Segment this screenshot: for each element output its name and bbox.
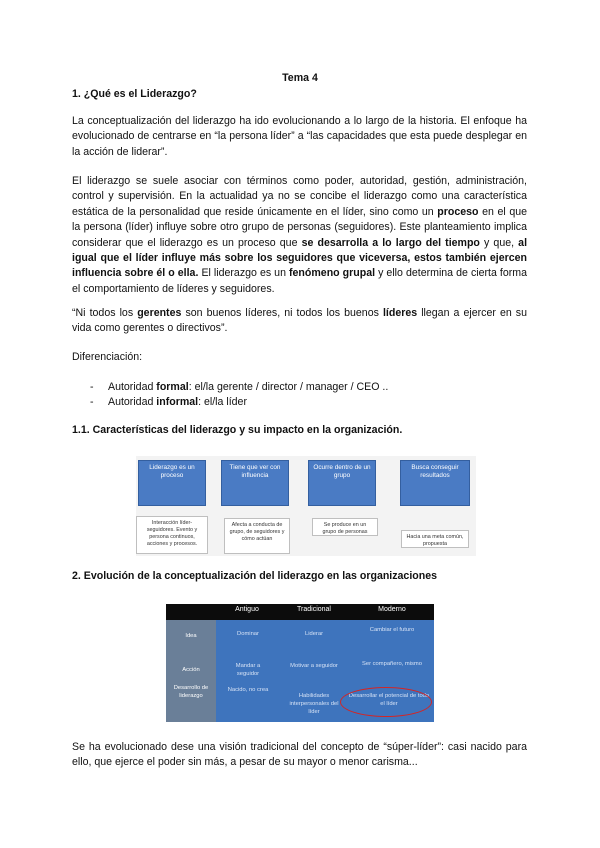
text: en el que la persona (líder) influye sobre otro grupo de personas (seguidores). Este planteamiento implica considerar que el liderazgo es un proceso que bbox=[72, 205, 527, 249]
paragraph-intro: La conceptualización del liderazgo ha ido evolucionando a lo largo de la historia. El enfoque ha evolucionado de centrarse en “la persona líder” a “las capacidades que esta puede desplegar en la acción de liderar”. bbox=[72, 115, 527, 158]
list-bullet: - bbox=[90, 396, 94, 408]
text: El liderazgo se suele asociar con términos como poder, autoridad, gestión, administración, control y supervisión. En la actualidad ya no se concibe el liderazgo como una característica estática de la personalidad que reside únicamente en el líder, sino como un bbox=[72, 175, 527, 218]
list-bullet: - bbox=[90, 381, 94, 393]
note-resultados: Hacia una meta común, propuesta bbox=[401, 530, 469, 548]
table-cell: Motivar a seguidor bbox=[290, 663, 338, 669]
bold-text: informal bbox=[156, 396, 199, 408]
highlight-oval bbox=[340, 687, 432, 717]
list-item bbox=[90, 396, 247, 408]
note-grupo: Se produce en un grupo de personas bbox=[312, 518, 378, 536]
text: Autoridad bbox=[108, 396, 157, 408]
row-label-accion: Acción bbox=[182, 667, 200, 673]
table-cell: Liderar bbox=[304, 631, 324, 637]
table-cell: Desarrollar el potencial de todo el líder bbox=[348, 693, 430, 707]
header-tradicional: Tradicional bbox=[297, 606, 331, 613]
card-resultados: Busca conseguir resultados bbox=[400, 460, 470, 506]
table-cell: Ser compañero, mismo bbox=[362, 661, 422, 667]
card-grupo: Ocurre dentro de un grupo bbox=[308, 460, 376, 506]
text: son buenos líderes, ni todos los buenos bbox=[181, 307, 383, 319]
table-header bbox=[166, 604, 434, 620]
bold-text: se desarrolla a lo largo del tiempo bbox=[301, 236, 480, 249]
heading-que-es-liderazgo: 1. ¿Qué es el Liderazgo? bbox=[72, 88, 197, 100]
bold-text: fenómeno grupal bbox=[289, 267, 376, 280]
text: El liderazgo es un bbox=[198, 267, 290, 280]
note-proceso: Interacción líder-seguidores. Evento y persona continuos, acciones y procesos. bbox=[136, 516, 208, 554]
text: y ello determina de cierta forma el comportamiento de líderes y seguidores. bbox=[72, 267, 527, 295]
card-influencia: Tiene que ver con influencia bbox=[221, 460, 289, 506]
bold-text: proceso bbox=[437, 205, 479, 218]
text: Autoridad bbox=[108, 381, 157, 393]
card-proceso: Liderazgo es un proceso bbox=[138, 460, 206, 506]
heading-evolucion: 2. Evolución de la conceptualización del liderazgo en las organizaciones bbox=[72, 570, 437, 582]
paragraph-quote bbox=[72, 306, 527, 337]
text: : el/la gerente / director / manager / CEO .. bbox=[188, 381, 389, 393]
text: “Ni todos los bbox=[72, 307, 138, 319]
list-item bbox=[90, 381, 388, 393]
label-diferenciacion: Diferenciación: bbox=[72, 351, 143, 363]
header-moderno: Moderno bbox=[378, 606, 406, 613]
bold-text: gerentes bbox=[137, 307, 182, 319]
table-cell: Nacido, no crea bbox=[227, 687, 269, 693]
bold-text: líderes bbox=[382, 307, 418, 319]
page-title: Tema 4 bbox=[282, 72, 318, 84]
bold-text: al igual que el líder influye más sobre los seguidores que viceversa, estos también ejercen influencia sobre él o ella. bbox=[72, 236, 528, 280]
table-cell: Cambiar el futuro bbox=[369, 627, 415, 633]
table-cell: Dominar bbox=[237, 631, 259, 637]
bold-text: formal bbox=[156, 381, 189, 393]
row-label-desarrollo: Desarrollo de liderazgo bbox=[173, 685, 209, 699]
text: llegan a ejercer en su vida como gerentes o directivos”. bbox=[72, 307, 527, 335]
table-cell: Mandar a seguidor bbox=[235, 663, 261, 677]
heading-caracteristicas: 1.1. Características del liderazgo y su impacto en la organización. bbox=[72, 424, 403, 436]
table-cell: Habilidades interpersonales del líder bbox=[289, 693, 339, 715]
row-label-idea: Idea bbox=[185, 633, 197, 639]
paragraph-conclusion: Se ha evolucionado dese una visión tradicional del concepto de “súper-líder”: casi nacido para ello, que ejerce el poder sin más, a pesar de su mayor o menor carisma... bbox=[72, 741, 527, 769]
text: y que, bbox=[479, 236, 519, 249]
text: : el/la líder bbox=[198, 396, 247, 408]
paragraph-definicion bbox=[72, 174, 527, 297]
note-influencia: Afecta a conducta de grupo, de seguidores y cómo actúan bbox=[224, 518, 290, 554]
header-antiguo: Antiguo bbox=[235, 606, 259, 613]
